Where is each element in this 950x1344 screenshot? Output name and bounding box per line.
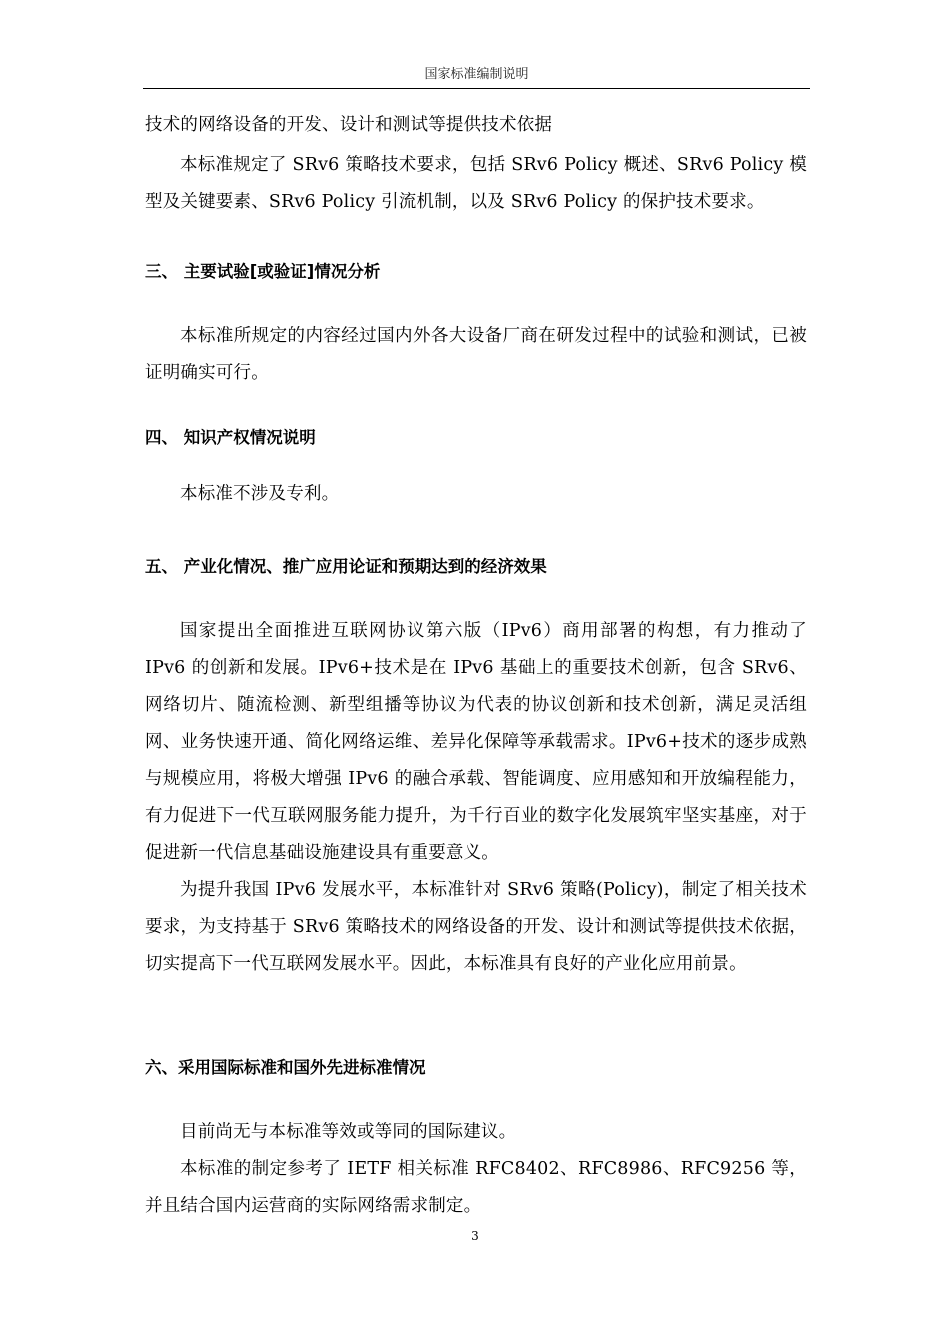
page-number: 3 [471,1229,479,1243]
section-heading-3: 三、 主要试验[或验证]情况分析 [145,262,381,281]
intro-continuation: 技术的网络设备的开发、设计和测试等提供技术依据 [145,115,553,135]
section-heading-5: 五、 产业化情况、推广应用论证和预期达到的经济效果 [145,557,547,576]
section-5-paragraph-1: 国家提出全面推进互联网协议第六版（IPv6）商用部署的构想，有力推动了 IPv6 的创新和发展。IPv6+技术是在 IPv6 基础上的重要技术创新，包含 SRv6、网络切片、随流检测、新型组播等协议为代表的协议创新和技术创新，满足灵活组网、业务快速开通、简化网络运维、差异化保障等承载需求。IPv6+技术的逐步成熟与规模应用，将极大增强 IPv6 的融合承载、智能调度、应用感知和开放编程能力，有力促进下一代互联网服务能力提升，为千行百业的数字化发展筑牢坚实基座，对于促进新一代信息基础设施建设具有重要意义。 [145,621,807,863]
running-header: 国家标准编制说明 [424,67,529,82]
section-6-paragraph-1: 目前尚无与本标准等效或等同的国际建议。 [180,1122,517,1142]
section-heading-6: 六、采用国际标准和国外先进标准情况 [145,1058,426,1077]
section-heading-4: 四、 知识产权情况说明 [145,428,316,447]
section-6-paragraph-2: 本标准的制定参考了 IETF 相关标准 RFC8402、RFC8986、RFC9256 等，并且结合国内运营商的实际网络需求制定。 [145,1159,807,1216]
section-3-paragraph-1: 本标准所规定的内容经过国内外各大设备厂商在研发过程中的试验和测试，已被证明确实可行。 [145,326,807,383]
intro-paragraph: 本标准规定了 SRv6 策略技术要求，包括 SRv6 Policy 概述、SRv6 Policy 模型及关键要素、SRv6 Policy 引流机制，以及 SRv6 Policy 的保护技术要求。 [145,155,807,212]
section-5-paragraph-2: 为提升我国 IPv6 发展水平，本标准针对 SRv6 策略(Policy)，制定了相关技术要求，为支持基于 SRv6 策略技术的网络设备的开发、设计和测试等提供技术依据，切实提高下一代互联网发展水平。因此，本标准具有良好的产业化应用前景。 [145,880,807,974]
section-4-paragraph-1: 本标准不涉及专利。 [180,484,340,504]
header-rule [143,88,810,89]
